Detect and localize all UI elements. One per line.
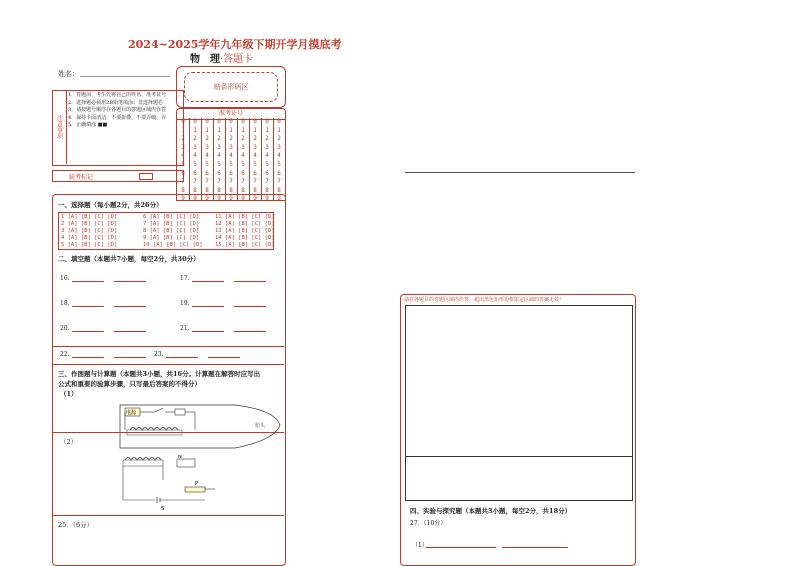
right-top-line — [405, 172, 635, 173]
notice-line-5: 5．正确填涂 ■■ — [68, 122, 108, 128]
q23-blank-2[interactable] — [208, 357, 240, 358]
coil — [130, 428, 178, 431]
exam-digit[interactable]: 1 — [205, 126, 209, 134]
notice-line-4: 4．保持卡面清洁，不要折叠，不要弄破、弄 — [68, 114, 167, 121]
notice-line-1: 1．答题前，考生先将自己的姓名、准考证号 — [68, 92, 167, 98]
exam-digit[interactable]: 5 — [229, 160, 233, 168]
q27-1-blank-1[interactable] — [426, 547, 496, 548]
q19-blank-2[interactable] — [234, 306, 266, 307]
choice-10[interactable]: 10 [A] [B] [C] [D] — [143, 242, 203, 248]
exam-digit[interactable]: 4 — [229, 152, 233, 160]
exam-grid-separator — [189, 118, 190, 200]
exam-digit[interactable]: 4 — [265, 152, 269, 160]
n-pole-label: N — [178, 455, 182, 460]
q21-blank-2[interactable] — [234, 331, 266, 332]
section3-title-1: 三、作图题与计算题（本题共3小题，共16分。计算题在解答时应写出 — [58, 370, 261, 378]
exam-digit[interactable]: 9 — [241, 195, 245, 203]
exam-digit[interactable]: 4 — [241, 152, 245, 160]
exam-digit[interactable]: 0 — [205, 118, 209, 125]
exam-digit[interactable]: 6 — [241, 169, 245, 177]
exam-digit[interactable]: 1 — [181, 126, 185, 134]
exam-digit[interactable]: 8 — [205, 186, 209, 194]
exam-digit[interactable]: 5 — [217, 160, 221, 168]
q27-1-blank-2[interactable] — [502, 547, 568, 548]
exam-digit[interactable]: 0 — [229, 118, 233, 125]
battery-label: 电源 — [126, 410, 137, 416]
notice-label: 注意事项 — [52, 90, 67, 164]
choice-col-3 — [215, 214, 275, 249]
exam-digit[interactable]: 5 — [193, 160, 197, 168]
divider-4 — [52, 515, 284, 516]
exam-digit[interactable]: 5 — [241, 160, 245, 168]
choice-11[interactable]: 11 [A] [B] [C] [D] — [215, 214, 275, 220]
exam-digit[interactable]: 9 — [205, 195, 209, 203]
q21-label: 21. — [180, 325, 190, 332]
exam-digit[interactable]: 6 — [205, 169, 209, 177]
choice-2[interactable]: 2 [A] [B] [C] [D] — [61, 221, 118, 227]
section1-title: 一、选择题（每小题2分，共26分） — [58, 201, 163, 209]
q27-label: 27．（10分） — [410, 520, 447, 527]
coil-2 — [125, 458, 161, 461]
exam-digit[interactable]: 6 — [265, 169, 269, 177]
switch — [155, 408, 163, 412]
q18-blank-2[interactable] — [114, 306, 146, 307]
exam-digit[interactable]: 0 — [217, 118, 221, 125]
choice-5[interactable]: 5 [A] [B] [C] [D] — [61, 242, 118, 248]
exam-digit[interactable]: 3 — [193, 143, 197, 151]
notice-text — [68, 92, 180, 130]
choice-grid — [58, 212, 274, 250]
exam-digit[interactable]: 8 — [253, 186, 257, 194]
exam-number-column-4 — [213, 118, 225, 204]
exam-number-column-5 — [225, 118, 237, 204]
absent-mark-label: 缺考标记 — [69, 174, 94, 181]
section3-title-2: 公式和重要的验算步骤，只写最后答案的不得分） — [58, 380, 201, 388]
exam-digit[interactable]: 0 — [193, 118, 197, 125]
exam-digit[interactable]: 8 — [193, 186, 197, 194]
exam-digit[interactable]: 9 — [277, 195, 281, 203]
s-label: S — [161, 506, 165, 512]
choice-8[interactable]: 8 [A] [B] [C] [D] — [143, 228, 200, 234]
ship-label: 船头 — [255, 423, 266, 429]
q20-blank-2[interactable] — [114, 331, 146, 332]
exam-digit[interactable]: 2 — [241, 135, 245, 143]
exam-digit[interactable]: 4 — [205, 152, 209, 160]
choice-3[interactable]: 3 [A] [B] [C] [D] — [61, 228, 118, 234]
exam-digit[interactable]: 8 — [217, 186, 221, 194]
exam-number-column-1 — [177, 118, 189, 204]
q24-1-label: （1） — [60, 390, 78, 398]
exam-digit[interactable]: 2 — [181, 135, 185, 143]
exam-number-column-2 — [189, 118, 201, 204]
exam-number-grid — [176, 118, 286, 201]
exam-digit[interactable]: 7 — [181, 178, 185, 186]
choice-4[interactable]: 4 [A] [B] [C] [D] — [61, 235, 118, 241]
exam-grid-separator — [237, 118, 238, 200]
resistor — [175, 409, 185, 415]
exam-digit[interactable]: 7 — [229, 178, 233, 186]
exam-number-column-9 — [273, 118, 285, 204]
exam-digit[interactable]: 3 — [253, 143, 257, 151]
exam-digit[interactable]: 3 — [217, 143, 221, 151]
exam-digit[interactable]: 2 — [229, 135, 233, 143]
exam-digit[interactable]: 1 — [265, 126, 269, 134]
exam-digit[interactable]: 7 — [193, 178, 197, 186]
right-warning-note: 请在各题目的答题区域内作答，超出黑色矩形边框限定区域的答案无效！ — [404, 297, 565, 303]
q17-blank-2[interactable] — [234, 281, 266, 282]
exam-digit[interactable]: 6 — [217, 169, 221, 177]
electromagnet-diagram — [115, 455, 285, 515]
exam-digit[interactable]: 7 — [265, 178, 269, 186]
choice-12[interactable]: 12 [A] [B] [C] [D] — [215, 221, 275, 227]
exam-number-column-8 — [261, 118, 273, 204]
exam-digit[interactable]: 2 — [253, 135, 257, 143]
exam-digit[interactable]: 9 — [265, 195, 269, 203]
q26-answer-box-lower[interactable] — [405, 455, 633, 501]
q25-label: 25．（6分） — [58, 521, 94, 529]
q17-blank-1[interactable] — [192, 281, 224, 282]
exam-digit[interactable]: 1 — [241, 126, 245, 134]
q18-blank-1[interactable] — [72, 306, 104, 307]
exam-digit[interactable]: 8 — [241, 186, 245, 194]
choice-col-2 — [143, 214, 203, 249]
q26-answer-box[interactable] — [405, 305, 633, 457]
choice-6[interactable]: 6 [A] [B] [C] [D] — [143, 214, 200, 220]
exam-digit[interactable]: 0 — [277, 118, 281, 125]
exam-digit[interactable]: 6 — [253, 169, 257, 177]
q19-label: 19. — [180, 300, 190, 307]
divider-2 — [52, 364, 284, 365]
section4-title: 四、实验与探究题（本题共3小题，每空2分，共18分） — [410, 507, 572, 515]
exam-digit[interactable]: 5 — [181, 160, 185, 168]
exam-digit[interactable]: 0 — [181, 118, 185, 125]
exam-digit[interactable]: 9 — [229, 195, 233, 203]
exam-digit[interactable]: 3 — [181, 143, 185, 151]
barcode-area: 贴条形码区 — [184, 72, 278, 102]
q27-1-label: （1） — [412, 542, 428, 549]
exam-digit[interactable]: 1 — [193, 126, 197, 134]
exam-grid-separator — [225, 118, 226, 200]
exam-grid-separator — [261, 118, 262, 200]
exam-digit[interactable]: 2 — [205, 135, 209, 143]
q23-blank-1[interactable] — [166, 357, 198, 358]
exam-digit[interactable]: 5 — [253, 160, 257, 168]
exam-digit[interactable]: 1 — [217, 126, 221, 134]
exam-grid-separator — [273, 118, 274, 200]
exam-digit[interactable]: 2 — [193, 135, 197, 143]
choice-13[interactable]: 13 [A] [B] [C] [D] — [215, 228, 275, 234]
section2-title: 二、填空题（本题共7小题，每空2分，共30分） — [58, 255, 200, 263]
exam-number-column-7 — [249, 118, 261, 204]
exam-digit[interactable]: 8 — [265, 186, 269, 194]
q17-label: 17. — [180, 275, 190, 282]
subject-suffix: ·答题卡 — [220, 54, 254, 65]
q18-label: 18. — [60, 300, 70, 307]
exam-digit[interactable]: 0 — [265, 118, 269, 125]
exam-grid-separator — [249, 118, 250, 200]
choice-14[interactable]: 14 [A] [B] [C] [D] — [215, 235, 275, 241]
name-line[interactable] — [80, 76, 170, 77]
exam-digit[interactable]: 7 — [241, 178, 245, 186]
exam-digit[interactable]: 6 — [277, 169, 281, 177]
exam-digit[interactable]: 9 — [181, 195, 185, 203]
exam-digit[interactable]: 9 — [253, 195, 257, 203]
rheostat — [185, 487, 205, 492]
exam-digit[interactable]: 9 — [193, 195, 197, 203]
exam-digit[interactable]: 2 — [277, 135, 281, 143]
exam-digit[interactable]: 0 — [253, 118, 257, 125]
notice-line-2: 2．选择题必须用2B铅笔填涂；非选择题必 — [68, 99, 164, 106]
q20-blank-1[interactable] — [72, 331, 104, 332]
absent-mark-box[interactable] — [139, 173, 153, 180]
divider-3 — [52, 432, 284, 433]
q22-blank-2[interactable] — [114, 357, 146, 358]
exam-digit[interactable]: 6 — [193, 169, 197, 177]
exam-digit[interactable]: 3 — [205, 143, 209, 151]
q21-blank-1[interactable] — [192, 331, 224, 332]
exam-digit[interactable]: 5 — [277, 160, 281, 168]
q22-blank-1[interactable] — [72, 357, 104, 358]
exam-digit[interactable]: 1 — [277, 126, 281, 134]
q22-label: 22. — [60, 351, 70, 358]
exam-digit[interactable]: 4 — [181, 152, 185, 160]
exam-digit[interactable]: 6 — [229, 169, 233, 177]
exam-digit[interactable]: 1 — [229, 126, 233, 134]
q16-blank-2[interactable] — [114, 281, 146, 282]
exam-digit[interactable]: 4 — [193, 152, 197, 160]
exam-digit[interactable]: 7 — [205, 178, 209, 186]
ship-circuit-diagram — [115, 400, 285, 455]
exam-digit[interactable]: 2 — [265, 135, 269, 143]
q16-label: 16. — [60, 275, 70, 282]
q20-label: 20. — [60, 325, 70, 332]
exam-digit[interactable]: 8 — [277, 186, 281, 194]
exam-number-column-3 — [201, 118, 213, 204]
q16-blank-1[interactable] — [72, 281, 104, 282]
exam-digit[interactable]: 3 — [277, 143, 281, 151]
exam-digit[interactable]: 6 — [181, 169, 185, 177]
subject-title — [190, 50, 253, 65]
exam-digit[interactable]: 7 — [253, 178, 257, 186]
exam-grid-separator — [213, 118, 214, 200]
exam-digit[interactable]: 7 — [277, 178, 281, 186]
exam-digit[interactable]: 0 — [241, 118, 245, 125]
exam-number-header: 准考证号 — [176, 108, 286, 120]
exam-digit[interactable]: 1 — [253, 126, 257, 134]
exam-digit[interactable]: 8 — [229, 186, 233, 194]
notice-line-3: 3．请按题号顺序在各题目的答题区域内作答 — [68, 107, 167, 113]
exam-digit[interactable]: 3 — [241, 143, 245, 151]
exam-title: 2024~2025学年九年级下期开学月摸底考 — [128, 38, 342, 51]
divider-1 — [52, 346, 284, 347]
choice-7[interactable]: 7 [A] [B] [C] [D] — [143, 221, 200, 227]
q24-2-label: （2） — [60, 438, 78, 446]
exam-digit[interactable]: 4 — [217, 152, 221, 160]
choice-9[interactable]: 9 [A] [B] [C] [D] — [143, 235, 200, 241]
exam-number-column-6 — [237, 118, 249, 204]
subject-name: 物 理 — [190, 54, 220, 65]
name-label: 姓名： — [58, 70, 79, 78]
absent-mark-row — [52, 170, 184, 182]
exam-digit[interactable]: 9 — [217, 195, 221, 203]
exam-digit[interactable]: 8 — [181, 186, 185, 194]
choice-1[interactable]: 1 [A] [B] [C] [D] — [61, 214, 118, 220]
exam-digit[interactable]: 5 — [205, 160, 209, 168]
exam-digit[interactable]: 7 — [217, 178, 221, 186]
exam-digit[interactable]: 2 — [217, 135, 221, 143]
magnet — [177, 459, 195, 467]
q23-label: 23. — [154, 351, 164, 358]
exam-digit[interactable]: 3 — [265, 143, 269, 151]
exam-digit[interactable]: 5 — [265, 160, 269, 168]
p-label: P — [195, 481, 199, 487]
exam-grid-separator — [201, 118, 202, 200]
choice-col-1 — [61, 214, 117, 249]
exam-digit[interactable]: 4 — [253, 152, 257, 160]
q19-blank-1[interactable] — [192, 306, 224, 307]
exam-digit[interactable]: 3 — [229, 143, 233, 151]
choice-15[interactable]: 15 [A] [B] [C] [D] — [215, 242, 275, 248]
exam-digit[interactable]: 4 — [277, 152, 281, 160]
core-2 — [123, 460, 163, 466]
